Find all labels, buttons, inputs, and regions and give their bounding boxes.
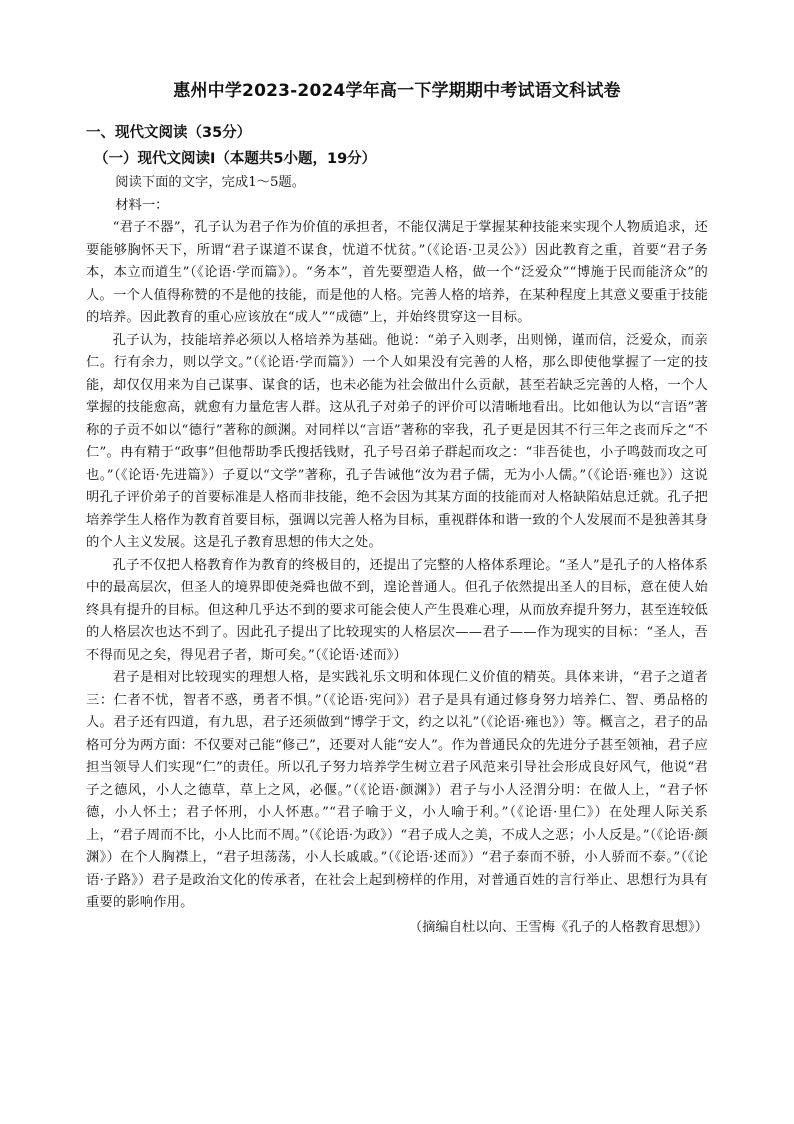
reading-instruction: 阅读下面的文字，完成1～5题。 [115, 175, 306, 190]
paragraph-2: 孔子认为，技能培养必须以人格培养为基础。他说：“弟子入则孝，出则悌，谨而信，泛爱众，而亲仁。行有余力，则以学文。”（《论语·学而篇》）一个人如果没有完善的人格，那么即使他掌握了一定的技能，却仅仅用来为自己谋事、谋食的话，也未必能为社会做出什么贡献，甚至若缺乏完善的人格，一个人掌握的技能愈高，就愈有力量危害人群。这从孔子对弟子的评价可以清晰地看出。比如他认为以“言语”著称的子贡不如以“德行”著称的颜渊。对同样以“言语”著称的宰我，孔子更是因其不行三年之丧而斥之“不仁”。冉有精于“政事”但他帮助季氏搜括钱财，孔子号召弟子群起而攻之：“非吾徒也，小子鸣鼓而攻之可也。”（《论语·先进篇》）子夏以“文学”著称，孔子告诫他“汝为君子儒，无为小人儒。”（《论语·雍也》）这说明孔子评价弟子的首要标准是人格而非技能，绝不会因为其某方面的技能而对人格缺陷姑息迁就。孔子把培养学生人格作为教育首要目标，强调以完善人格为目标，重视群体和谐一致的个人发展而不是独善其身的个人主义发展。这是孔子教育思想的伟大之处。 [86, 332, 708, 550]
page-title: 惠州中学2023-2024学年高一下学期期中考试语文科试卷 [173, 81, 621, 101]
paragraph-1: “君子不器”，孔子认为君子作为价值的承担者，不能仅满足于掌握某种技能来实现个人物质追求，还要能够胸怀天下，所谓“君子谋道不谋食，忧道不忧贫。”（《论语·卫灵公》）因此教育之重，首要“君子务本，本立而道生”（《论语·学而篇》）。“务本”，首先要塑造人格，做一个“泛爱众”“博施于民而能济众”的人。一个人值得称赞的不是他的技能，而是他的人格。完善人格的培养，在某种程度上其意义要重于技能的培养。因此教育的重心应该放在“成人”“成德”上，并始终贯穿这一目标。 [86, 220, 708, 325]
subsection-heading: （一）现代文阅读Ⅰ（本题共5小题，19分） [94, 151, 377, 167]
paragraph-3: 孔子不仅把人格教育作为教育的终极目的，还提出了完整的人格体系理论。“圣人”是孔子的人格体系中的最高层次，但圣人的境界即使尧舜也做不到，遑论普通人。但孔子依然提出圣人的目标，意在使人始终具有提升的目标。但这种几乎达不到的要求可能会使人产生畏难心理，从而放弃提升努力，甚至连较低的人格层次也达不到了。因此孔子提出了比较现实的人格层次——君子——作为现实的目标：“圣人，吾不得而见之矣，得见君子者，斯可矣。”（《论语·述而》） [86, 557, 708, 663]
paragraph-4: 君子是相对比较现实的理想人格，是实践礼乐文明和体现仁义价值的精英。具体来讲，“君子之道者三：仁者不忧，智者不惑，勇者不惧。”（《论语·宪问》）君子是具有通过修身努力培养仁、智、勇品格的人。君子还有四道，有九思，君子还须做到“博学于文，约之以礼”（《论语·雍也》）等。概言之，君子的品格可分为两方面：不仅要对己能“修己”，还要对人能“安人”。作为普通民众的先进分子甚至领袖，君子应担当领导人们实现“仁”的责任。所以孔子努力培养学生树立君子风范来引导社会形成良好风气，他说“君子之德风，小人之德草，草上之风，必偃。”（《论语·颜渊》）君子与小人泾渭分明：在做人上，“君子怀德，小人怀土；君子怀刑，小人怀惠。”“君子喻于义，小人喻于利。”（《论语·里仁》）在处理人际关系上，“君子周而不比，小人比而不周。”（《论语·为政》）“君子成人之美，不成人之恶；小人反是。”（《论语·颜渊》）在个人胸襟上，“君子坦荡荡，小人长戚戚。”（《论语·述而》）“君子泰而不骄，小人骄而不泰。”（《论语·子路》）君子是政治文化的传承者，在社会上起到榜样的作用，对普通百姓的言行举止、思想行为具有重要的影响作用。 [86, 670, 708, 910]
material-label: 材料一： [115, 197, 169, 213]
section-heading: 一、现代文阅读（35分） [86, 125, 252, 141]
source-citation: （摘编自杜以向、王雪梅《孔子的人格教育思想》） [408, 919, 708, 935]
